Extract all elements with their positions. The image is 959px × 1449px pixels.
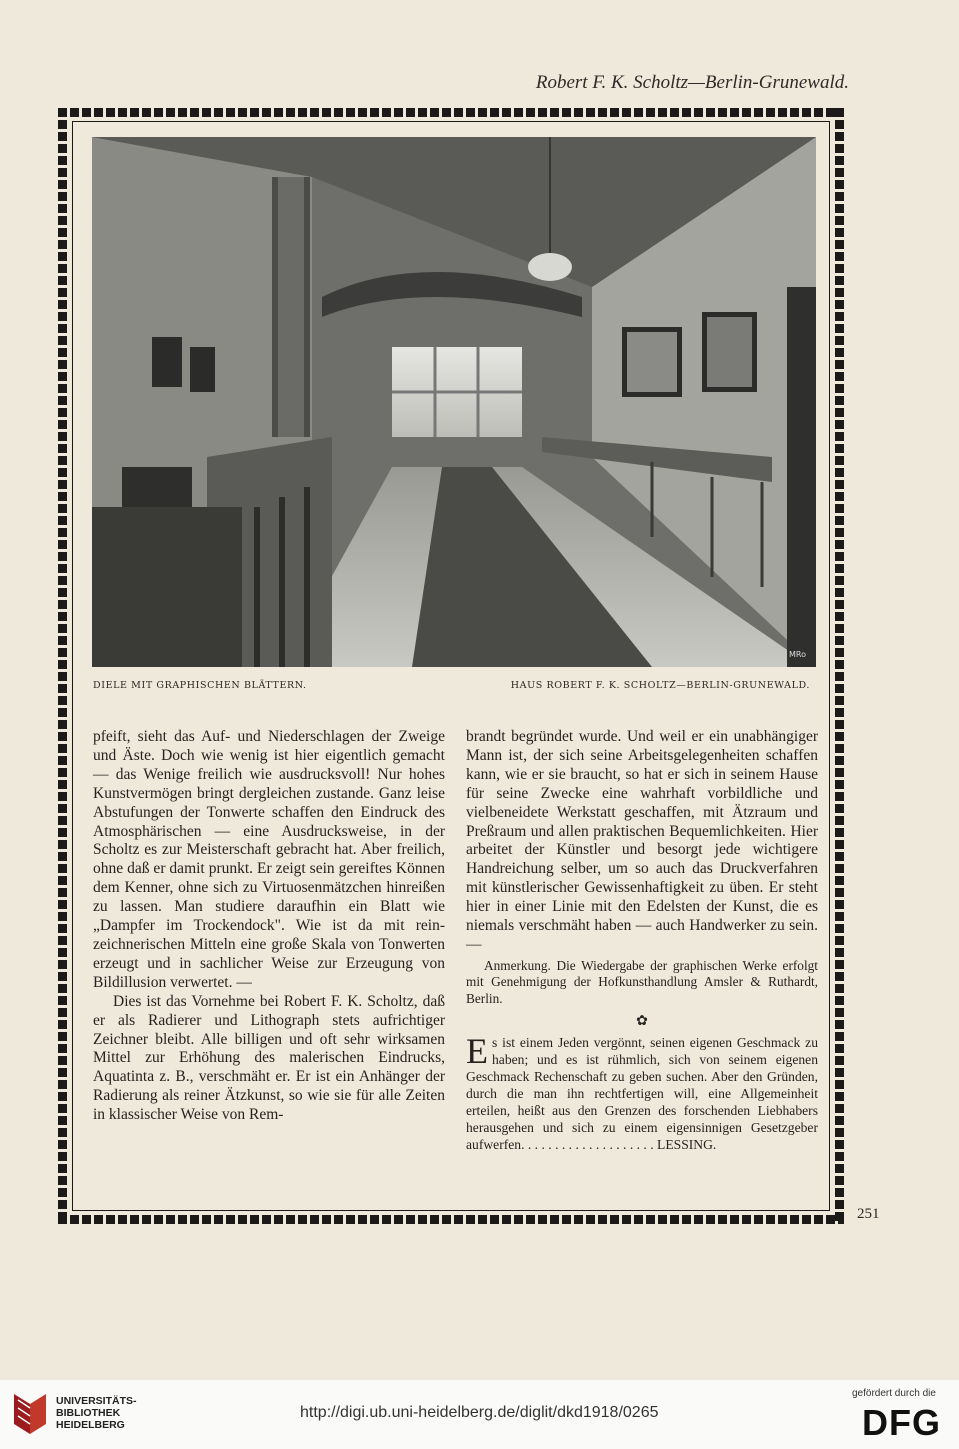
photo-illustration [92, 137, 816, 667]
university-logo-icon [10, 1390, 50, 1438]
permalink-url[interactable]: http://digi.ub.uni-heidelberg.de/diglit/dkd1918/0265 [300, 1404, 659, 1421]
caption-left: DIELE MIT GRAPHISCHEN BLÄTTERN. [93, 680, 307, 691]
page-number: 251 [857, 1206, 880, 1222]
ornamental-border-left [58, 108, 67, 1224]
ornamental-border-bottom [58, 1215, 844, 1224]
caption-right: HAUS ROBERT F. K. SCHOLTZ—BERLIN-GRUNEWALD. [510, 680, 810, 691]
paragraph: Dies ist das Vornehme bei Robert F. K. Scholtz, daß er als Radierer und Lithograph stets aufrichtiger Zeichner bleibt. Alle billigen und oft sehr wirksamen Mittel zur Erhöhung des malerischen Eindrucks, Aquatinta z. B., verschmäht er. Er ist ein Anhänger der Radierung als reiner Ätzkunst, so wie sie für alle Zeiten in klassischer Weise von Rem- [93, 992, 445, 1124]
paragraph: pfeift, sieht das Auf- und Niederschlagen der Zweige und Äste. Doch wie wenig ist hier eigentlich gemacht — das Wenige freilich wie ausdrucksvoll! Nur hohes Kunstvermögen bringt dergleichen zustande. Ganz leise Abstufungen der Tonwerte schaffen den Eindruck des Atmosphärischen — eine Ausdrucksweise, in der Scholtz es zur Meisterschaft gebracht hat. Aber freilich, ohne daß er damit prunkt. Er zeigt sein gereiftes Können dem Kenner, ohne sich zu Virtuosenmätzchen hinreißen zu lassen. Man studiere daraufhin ein Blatt wie „Dampfer im Trockendock". Wie ist da mit rein-zeichnerischen Mitteln eine große Skala von Tonwerten erzeugt und in sachlicher Weise zur Erzeugung von Bildillusion verwertet. — [93, 728, 445, 991]
drop-cap: E [466, 1031, 488, 1071]
photo-hall-with-prints [92, 137, 816, 667]
library-name: UNIVERSITÄTS- BIBLIOTHEK HEIDELBERG [56, 1395, 137, 1431]
footnote: Anmerkung. Die Wiedergabe der graphischen Werke erfolgt mit Genehmigung der Hofkunsthandlung Amsler & Ruthardt, Berlin. [466, 957, 818, 1006]
ornamental-border-top [58, 108, 844, 117]
lessing-quote [466, 1031, 818, 1153]
quote-text: s ist einem Jeden vergönnt, seinen eigenen Geschmack zu haben; und es ist rühmlich, sich von seinem eigenen Geschmack Rechenschaft zu geben suchen. Aber den Gründen, durch die man ihn rechtfertigen will, eine Allgemeinheit erteilen, heißt aus den Grenzen des forschenden Liebhabers herausgehen und sich zu einem eigensinnigen Gesetzgeber aufwerfen. . . . . . . . . . . . . . . . . . . . LESSING. [466, 1035, 818, 1152]
paragraph: brandt begründet wurde. Und weil er ein unabhängiger Mann ist, der sich seine Arbeitsgelegenheiten schaffen kann, wie er sie braucht, so hat er sich in seinem Hause für seine Zwecke eine wahrhaft vorbildliche und vielbeneidete Werkstatt geschaffen, mit Ätzraum und Preßraum und allen praktischen Bequemlichkeiten. Hier arbeitet der Künstler und besorgt jede wichtigere Handreichung selber, um so auch das Druckverfahren mit künstlerischer Gewissenhaftigkeit zu üben. Er steht hier in einer Linie mit den Edelsten der Kunst, die es niemals verschmäht haben — auch Handwerker zu sein. — [466, 728, 818, 953]
ornamental-border-right [835, 108, 844, 1224]
digitization-footer [0, 1380, 959, 1449]
text-column-right [466, 728, 818, 1153]
photo-monogram: MRo [789, 650, 806, 659]
dfg-logo: DFG [862, 1402, 941, 1443]
sponsor-label: gefördert durch die [852, 1388, 936, 1399]
text-column-left [93, 728, 445, 1125]
running-head: Robert F. K. Scholtz—Berlin-Grunewald. [535, 72, 849, 93]
flower-ornament-icon: ✿ [636, 1014, 648, 1030]
